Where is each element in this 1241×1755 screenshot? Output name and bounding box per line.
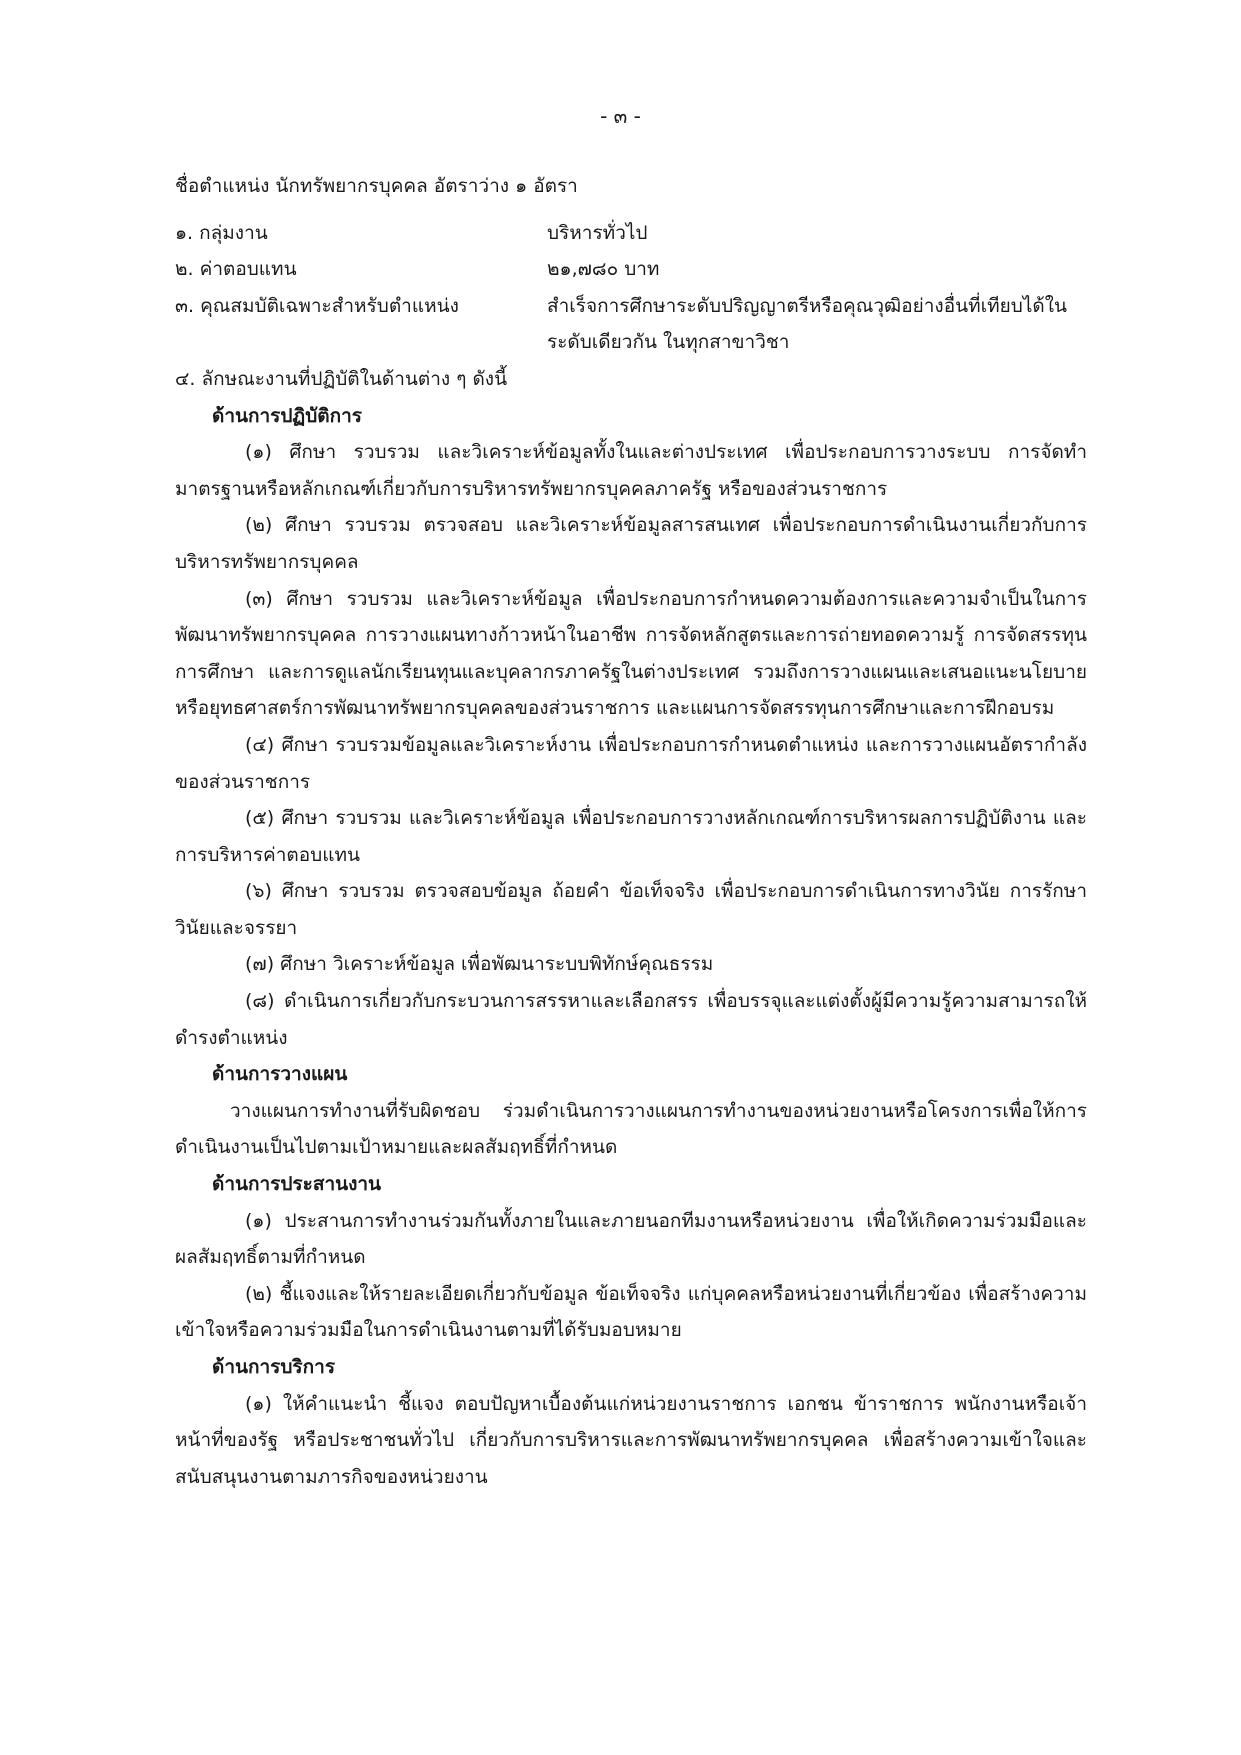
item-label: ๒. ค่าตอบแทน (175, 258, 297, 281)
paragraph: (๑) ประสานการทำงานร่วมกันทั้งภายในและภายนอกทีมงานหรือหน่วยงาน เพื่อให้เกิดความร่วมมือและผลสัมฤทธิ์ตามที่กำหนด (175, 1209, 1087, 1269)
item-value: ๒๑,๗๘๐ บาท (547, 258, 660, 281)
paragraph: (๔) ศึกษา รวบรวมข้อมูลและวิเคราะห์งาน เพื่อประกอบการกำหนดตำแหน่ง และการวางแผนอัตรากำลังของส่วนราชการ (175, 733, 1087, 793)
document-body (175, 168, 1087, 1495)
paragraph: (๘) ดำเนินการเกี่ยวกับกระบวนการสรรหาและเลือกสรร เพื่อบรรจุและแต่งตั้งผู้มีความรู้ความสามารถให้ดำรงตำแหน่ง (175, 990, 1087, 1049)
item-4-heading: ๔. ลักษณะงานที่ปฏิบัติในด้านต่าง ๆ ดังนี้ (175, 367, 508, 390)
section-heading-operations: ด้านการปฏิบัติการ (212, 404, 362, 427)
paragraph: วางแผนการทำงานที่รับผิดชอบ ร่วมดำเนินการวางแผนการทำงานของหน่วยงานหรือโครงการเพื่อให้การดำเนินงานเป็นไปตามเป้าหมายและผลสัมฤทธิ์ที่กำหนด (175, 1099, 1087, 1159)
item-value: บริหารทั่วไป (547, 221, 648, 244)
section-heading-coordination: ด้านการประสานงาน (212, 1173, 382, 1196)
paragraph: (๕) ศึกษา รวบรวม และวิเคราะห์ข้อมูล เพื่อประกอบการวางหลักเกณฑ์การบริหารผลการปฏิบัติงาน และการบริหารค่าตอบแทน (175, 807, 1087, 866)
position-title: ชื่อตำแหน่ง นักทรัพยากรบุคคล อัตราว่าง ๑ อัตรา (175, 175, 578, 197)
paragraph: (๒) ศึกษา รวบรวม ตรวจสอบ และวิเคราะห์ข้อมูลสารสนเทศ เพื่อประกอบการดำเนินงานเกี่ยวกับการบริหารทรัพยากรบุคคล (175, 514, 1087, 573)
section-heading-planning: ด้านการวางแผน (212, 1063, 348, 1086)
paragraph: (๓) ศึกษา รวบรวม และวิเคราะห์ข้อมูล เพื่อประกอบการกำหนดความต้องการและความจำเป็นในการพัฒนาทรัพยากรบุคคล การวางแผนทางก้าวหน้าในอาชีพ การจัดหลักสูตรและการถ่ายทอดความรู้ การจัดสรรทุนการศึกษา และการดูแลนักเรียนทุนและบุคลากรภาครัฐในต่างประเทศ รวมถึงการวางแผนและเสนอแนะนโยบายหรือยุทธศาสตร์การพัฒนาทรัพยากรบุคคลของส่วนราชการ และแผนการจัดสรรทุนการศึกษาและการฝึกอบรม (175, 587, 1087, 720)
item-label: ๑. กลุ่มงาน (175, 221, 268, 244)
paragraph: (๑) ศึกษา รวบรวม และวิเคราะห์ข้อมูลทั้งในและต่างประเทศ เพื่อประกอบการวางระบบ การจัดทำมาตรฐานหรือหลักเกณฑ์เกี่ยวกับการบริหารทรัพยากรบุคคลภาครัฐ หรือของส่วนราชการ (175, 441, 1087, 500)
page-number: - ๓ - (600, 104, 641, 128)
item-label: ๓. คุณสมบัติเฉพาะสำหรับตำแหน่ง (175, 294, 459, 317)
section-heading-service: ด้านการบริการ (212, 1356, 336, 1378)
paragraph: (๖) ศึกษา รวบรวม ตรวจสอบข้อมูล ถ้อยคำ ข้อเท็จจริง เพื่อประกอบการดำเนินการทางวินัย การรักษาวินัยและจรรยา (175, 880, 1087, 939)
paragraph: (๒) ชี้แจงและให้รายละเอียดเกี่ยวกับข้อมูล ข้อเท็จจริง แก่บุคคลหรือหน่วยงานที่เกี่ยวข้อง เพื่อสร้างความเข้าใจหรือความร่วมมือในการดำเนินงานตามที่ได้รับมอบหมาย (175, 1282, 1087, 1342)
paragraph: (๗) ศึกษา วิเคราะห์ข้อมูล เพื่อพัฒนาระบบพิทักษ์คุณธรรม (245, 953, 714, 976)
paragraph: (๑) ให้คำแนะนำ ชี้แจง ตอบปัญหาเบื้องต้นแก่หน่วยงานราชการ เอกชน ข้าราชการ พนักงานหรือเจ้าหน้าที่ของรัฐ หรือประชาชนทั่วไป เกี่ยวกับการบริหารและการพัฒนาทรัพยากรบุคคล เพื่อสร้างความเข้าใจและสนับสนุนงานตามภารกิจของหน่วยงาน (175, 1392, 1087, 1488)
item-value: สำเร็จการศึกษาระดับปริญญาตรีหรือคุณวุฒิอย่างอื่นที่เทียบได้ในระดับเดียวกัน ในทุกสาขาวิชา (547, 294, 1067, 354)
item-row (175, 251, 1087, 288)
item-row (175, 215, 1087, 252)
item-row (175, 288, 1087, 361)
